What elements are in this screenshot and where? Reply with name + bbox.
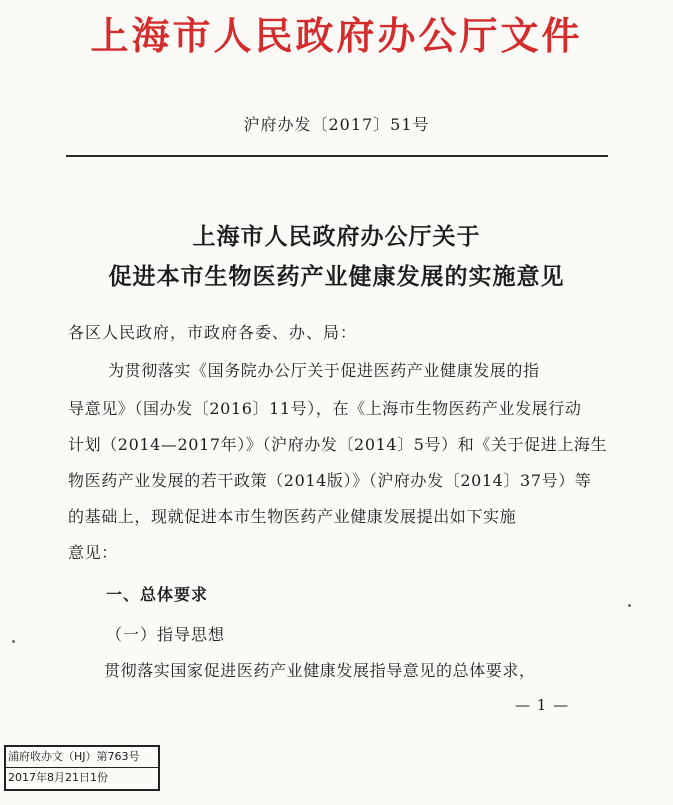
section-heading: 一、总体要求 [106, 585, 209, 604]
paragraph-line: 为贯彻落实《国务院办公厅关于促进医药产业健康发展的指 [108, 361, 540, 380]
paragraph-line: 意见： [68, 543, 118, 562]
subsection-heading: （一）指导思想 [106, 625, 226, 644]
scan-speck [12, 640, 15, 643]
stamp-receipt-number: 浦府收办文（HJ）第763号 [8, 750, 140, 763]
document-title-line2: 促进本市生物医药产业健康发展的实施意见 [108, 263, 565, 290]
page-number: — 1 — [515, 696, 570, 714]
document-header-title: 上海市人民政府办公厅文件 [90, 13, 583, 58]
paragraph-line: 物医药产业发展的若干政策（2014版）》（沪府办发〔2014〕37号）等 [68, 471, 592, 490]
paragraph-line: 的基础上，现就促进本市生物医药产业健康发展提出如下实施 [68, 507, 517, 526]
receipt-stamp [4, 745, 160, 791]
paragraph-line: 导意见》（国办发〔2016〕11号），在《上海市生物医药产业发展行动 [68, 399, 582, 418]
paragraph-line: 贯彻落实国家促进医药产业健康发展指导意见的总体要求， [104, 661, 536, 680]
document-title-line1: 上海市人民政府办公厅关于 [192, 223, 481, 250]
document-number: 沪府办发〔2017〕51号 [243, 115, 430, 134]
stamp-receipt-date: 2017年8月21日1份 [6, 767, 158, 788]
scan-speck [628, 604, 631, 607]
paragraph-line: 计划（2014—2017年）》（沪府办发〔2014〕5号）和《关于促进上海生 [68, 435, 608, 454]
addressee-line: 各区人民政府，市政府各委、办、局： [68, 323, 358, 342]
header-divider [66, 155, 608, 157]
